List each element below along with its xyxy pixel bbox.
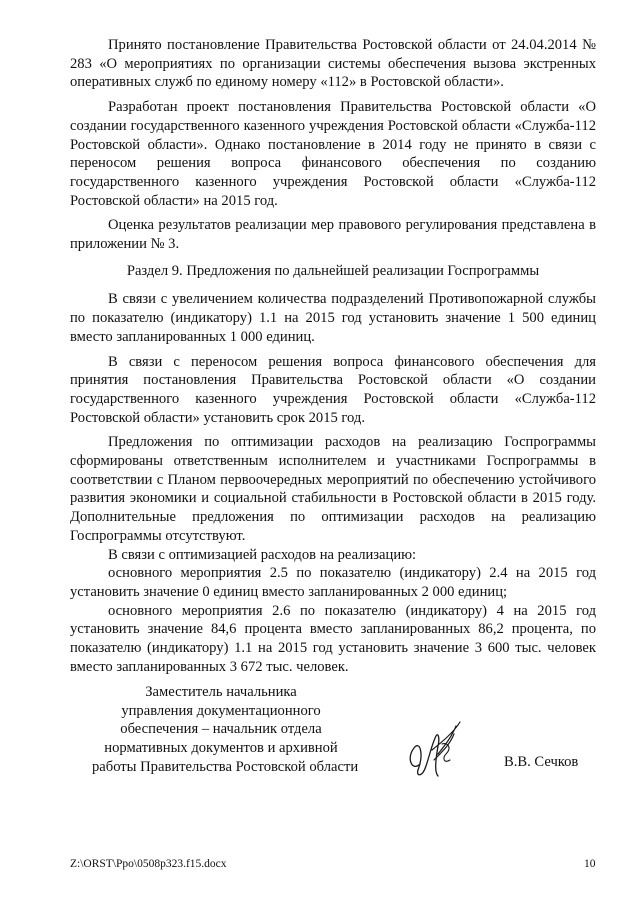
signer-title-line: обеспечения – начальник отдела [120,721,322,738]
paragraph-optimization-intro: В связи с оптимизацией расходов на реализацию: [108,546,417,563]
signer-name: В.В. Сечков [504,754,579,770]
paragraph-draft-decree: Разработан проект постановления Правительства Ростовской области «О создании государственного казенного учреждения Ростовской области «Служба-112 Ростовской области». Однако постановление в 2014 году не принято в связи с переносом решения вопроса финансового обеспечения по созданию государственного казенного учреждения Ростовской области «Служба-112 Ростовской области» на 2015 год. [70,99,596,209]
footer-file-path: Z:\ORST\Ppo\0508p323.f15.docx [70,858,227,870]
paragraph-optimization: Предложения по оптимизации расходов на реализацию Госпрограммы сформированы ответственным исполнителем и участниками Госпрограммы в соответствии с Планом первоочередных мероприятий по обеспечению устойчивого развития экономики и социальной стабильности в Ростовской области в 2015 году. Дополнительные предложения по оптимизации расходов на реализацию Госпрограммы отсутствуют. [70,434,596,544]
section-heading: Раздел 9. Предложения по дальнейшей реализации Госпрограммы [126,262,540,279]
paragraph-measure-2-6: основного мероприятия 2.6 по показателю (индикатору) 4 на 2015 год установить значение 84,6 процента вместо запланированных 86,2 процента, по показателю (индикатору) 1.1 на 2015 год установить значение 3 600 тыс. человек вместо запланированных 3 672 тыс. человек. [70,602,596,675]
paragraph-decree-adopted: Принято постановление Правительства Ростовской области от 24.04.2014 № 283 «О мероприятиях по организации системы обеспечения вызова экстренных оперативных служб по единому номеру «112» в Ростовской области». [70,37,596,91]
signer-title-line: управления документационного [121,702,321,719]
paragraph-deadline: В связи с переносом решения вопроса финансового обеспечения для принятия постановления Правительства Ростовской области «О создании государственного казенного учреждения Ростовской области «Служба-112 Ростовской области» установить срок 2015 год. [70,353,596,426]
handwritten-signature-icon [398,714,470,786]
paragraph-measure-2-5: основного мероприятия 2.5 по показателю (индикатору) 2.4 на 2015 год установить значение 0 единиц вместо запланированных 2 000 единиц; [70,565,596,600]
signer-title-line: Заместитель начальника [145,684,297,700]
signature-title-block [92,683,359,777]
paragraph-fire-service: В связи с увеличением количества подразделений Противопожарной службы по показателю (индикатору) 1.1 на 2015 год установить значение 1 500 единиц вместо запланированных 1 000 единиц. [70,291,596,345]
paragraph-assessment: Оценка результатов реализации мер правового регулирования представлена в приложении № 3. [70,217,596,253]
signer-title-line: нормативных документов и архивной [104,740,338,757]
document-body [70,36,596,677]
signer-title-line: работы Правительства Ростовской области [92,758,359,775]
page-number: 10 [584,858,596,870]
